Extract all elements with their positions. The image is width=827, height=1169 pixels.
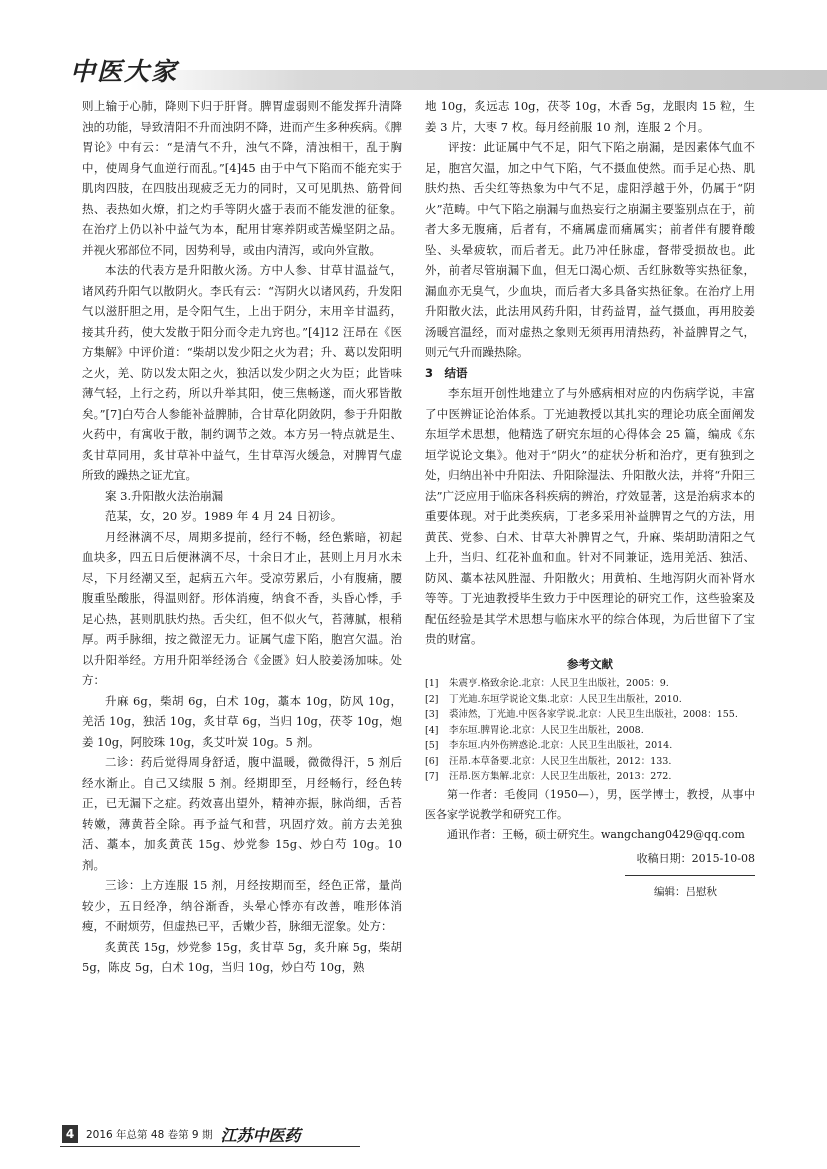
reference-text: 李东垣.内外伤辨惑论.北京：人民卫生出版社，2014. [449, 740, 673, 751]
reference-text: 朱震亨.格致余论.北京：人民卫生出版社，2005：9. [449, 678, 669, 689]
reference-number: [4] [425, 724, 439, 736]
paragraph: 则上输于心肺，降则下归于肝肾。脾胃虚弱则不能发挥升清降浊的功能，导致清阳不升而浊阴不降，进而产生多种疾病。《脾胃论》中有云：“是清气不升，浊气不降，清浊相干，乱于胸中，使周身气血逆行而乱。”[4]45 由于中气下陷而不能充实于肌肉四肢，在四肢出现疲乏无力的同时，又可见肌热、筋骨间热、表热如火燎，扪之灼手等阴火盛于表而不能发泄的征象。在治疗上仍以补中益气为本，配用甘寒养阴或苦燥坚阴之品。并视火邪部位不同，因势利导，或由内清泻，或向外宣散。 [82, 99, 402, 257]
page-number: 4 [62, 1125, 78, 1143]
received-date: 收稿日期：2015-10-08 [636, 851, 755, 865]
reference-item [425, 754, 755, 770]
paragraph: 范某，女，20 岁。1989 年 4 月 24 日初诊。 [105, 509, 343, 523]
paragraph: 月经淋漓不尽，周期多提前，经行不畅，经色紫暗，初起血块多，四五日后便淋漓不尽，十余日才止，甚则上月月水未尽，下月经潮又至，起病五六年。受凉劳累后，小有腹痛，腰腹重坠酸胀，得温则舒。形体消瘦，纳食不香，头昏心悸，手足心热，甚则肌肤灼热。舌尖红，但不似火气，苔薄腻，根稍厚。两手脉细，按之微涩无力。证属气虚下陷，胞宫欠温。治以升阳举经。方用升阳举经汤合《金匮》妇人胶姜汤加味。处方： [82, 529, 402, 687]
reference-text: 裘沛然，丁光迪.中医各家学说.北京：人民卫生出版社，2008：155. [449, 709, 738, 720]
reference-item [425, 723, 755, 739]
conclusion: 李东垣开创性地建立了与外感病相对应的内伤病学说，丰富了中医辨证论治体系。丁光迪教授以其扎实的理论功底全面阐发东垣学术思想，他精选了研究东垣的心得体会 25 篇，编成《东垣学说论文集》。他对于“阴火”的症状分析和治疗，更有独到之处，归纳出补中升阳法、升阳除湿法、升阳散火法，并将“升阳三法”广泛应用于临床各科疾病的辨治，疗效显著，这是治病求本的重要体现。对于此类疾病，丁老多采用补益脾胃之气的方法，用黄芪、党参、白术、甘草大补脾胃之气，升麻、柴胡助清阳之气上升，当归、红花补血和血。针对不同兼证，选用羌活、独活、防风、藁本祛风胜湿、升阳散火；用黄柏、生地泻阴火而补肾水等等。丁光迪教授毕生致力于中医理论的研究工作，这些验案及配伍经验是其学术思想与临床水平的综合体现，为后世留下了宝贵的财富。 [425, 386, 755, 646]
reference-number: [2] [425, 693, 439, 705]
paragraph: 本法的代表方是升阳散火汤。方中人参、甘草甘温益气，诸风药升阳气以散阴火。李氏有云：“泻阴火以诸风药，升发阳气以滋肝胆之用，是令阳气生，上出于阴分，末用辛甘温药，接其升药，使大发散于阳分而令走九窍也。”[4]12 汪昂在《医方集解》中评价道：“柴胡以发少阳之火为君；升、葛以发阳明之火，羌、防以发太阳之火，独活以发少阴之火为臣；此皆味薄气轻，上行之药，所以升举其阳，使三焦畅遂，而火邪皆散矣。”[7]白芍合人参能补益脾肺，合甘草化阴敛阴，参于升阳散火药中，有寓收于散，制约调节之效。本方另一特点就是生、炙甘草同用，炙甘草补中益气，生甘草泻火缓急，对脾胃气虚所致的躁热之证尤宜。 [82, 263, 402, 482]
right-column [425, 96, 755, 903]
section-heading: 3 结语 [425, 365, 468, 380]
paragraph: 地 10g，炙远志 10g，茯苓 10g，木香 5g，龙眼肉 15 粒，生姜 3 片，大枣 7 枚。每月经前服 10 剂，连服 2 个月。 [425, 99, 755, 134]
case-heading: 案 3.升阳散火法治崩漏 [105, 488, 224, 503]
prescription: 炙黄芪 15g，炒党参 15g，炙甘草 5g，炙升麻 5g，柴胡 5g，陈皮 5g，白术 10g，当归 10g，炒白芍 10g，熟 [82, 939, 402, 974]
page-header [70, 52, 827, 90]
divider [625, 875, 755, 876]
reference-text: 丁光迪.东垣学说论文集.北京：人民卫生出版社，2010. [449, 693, 682, 705]
commentary: 评按：此证属中气不足，阳气下陷之崩漏，是因素体气血不足，胞宫欠温，加之中气下陷，气不摄血使然。而手足心热、肌肤灼热、舌尖红等热象为中气不足，虚阳浮越于外，仍属于“阴火”范畴。中气下陷之崩漏与血热妄行之崩漏主要鉴别点在于，前者大多无腹痛，后者有，不痛属虚而痛属实；前者伴有腰脊酸坠、头晕疲软，而后者无。此乃冲任脉虚，督带受损故也。此外，前者尽管崩漏下血，但无口渴心烦、舌红脉数等实热征象，漏血亦无臭气，少血块，而后者大多具备实热征象。在治疗上用升阳散火法，此法用风药升阳，甘药益胃，益气摄血，再用胶姜汤暖宫温经，而对虚热之象则无须再用清热药，补益脾胃之气，则元气升而躁热除。 [425, 140, 755, 359]
reference-number: [1] [425, 678, 439, 689]
header-gradient-bar [130, 70, 827, 90]
reference-item [425, 707, 755, 723]
reference-list [425, 676, 755, 785]
reference-item [425, 769, 755, 785]
page-footer [62, 1124, 300, 1144]
reference-item [425, 676, 755, 692]
editor-credit: 编辑：吕慰秋 [654, 886, 717, 898]
reference-item [425, 738, 755, 754]
left-column [82, 96, 402, 978]
first-author-note: 第一作者：毛俊同（1950—），男，医学博士，教授，从事中医各家学说教学和研究工作。 [425, 787, 755, 821]
reference-number: [6] [425, 755, 439, 767]
journal-logo: 江苏中医药 [220, 1125, 301, 1145]
corresponding-author-note: 通讯作者：王畅，硕士研究生。wangchang0429@qq.com [447, 827, 745, 841]
reference-number: [3] [425, 709, 439, 720]
paragraph: 二诊：药后觉得周身舒适，腹中温暖，微微得汗，5 剂后经水渐止。自己又续服 5 剂。经期即至，月经畅行，经色转正，已无漏下之症。药效喜出望外，精神亦振，脉尚细，舌苔转嫩，薄黄苔全除。再予益气和营，巩固疗效。前方去羌独活、藁本，加炙黄芪 15g、炒党参 15g、炒白芍 10g。10 剂。 [82, 755, 402, 872]
reference-item [425, 692, 755, 708]
reference-number: [5] [425, 740, 439, 751]
paragraph: 三诊：上方连服 15 剂，月经按期而至，经色正常，量尚较少，五日经净，纳谷渐香，头晕心悸亦有改善，唯形体消瘦，不耐烦劳，但虚热已平，舌嫩少苔，脉细无涩象。处方： [82, 878, 402, 933]
section-title: 中医大家 [70, 57, 179, 86]
prescription: 升麻 6g，柴胡 6g，白术 10g，藁本 10g，防风 10g，羌活 10g，独活 10g，炙甘草 6g，当归 10g，茯苓 10g，炮姜 10g，阿胶珠 10g，炙艾叶炭 10g。5 剂。 [82, 693, 402, 749]
reference-text: 汪昂.本草备要.北京：人民卫生出版社，2012：133. [449, 755, 672, 767]
references-title: 参考文献 [567, 656, 613, 671]
issue-info: 2016 年总第 48 卷第 9 期 [86, 1128, 213, 1141]
reference-text: 李东垣.脾胃论.北京：人民卫生出版社，2008. [449, 724, 644, 736]
reference-text: 汪昂.医方集解.北京：人民卫生出版社，2013：272. [449, 771, 672, 782]
footer-rule [60, 1146, 360, 1147]
reference-number: [7] [425, 771, 439, 782]
